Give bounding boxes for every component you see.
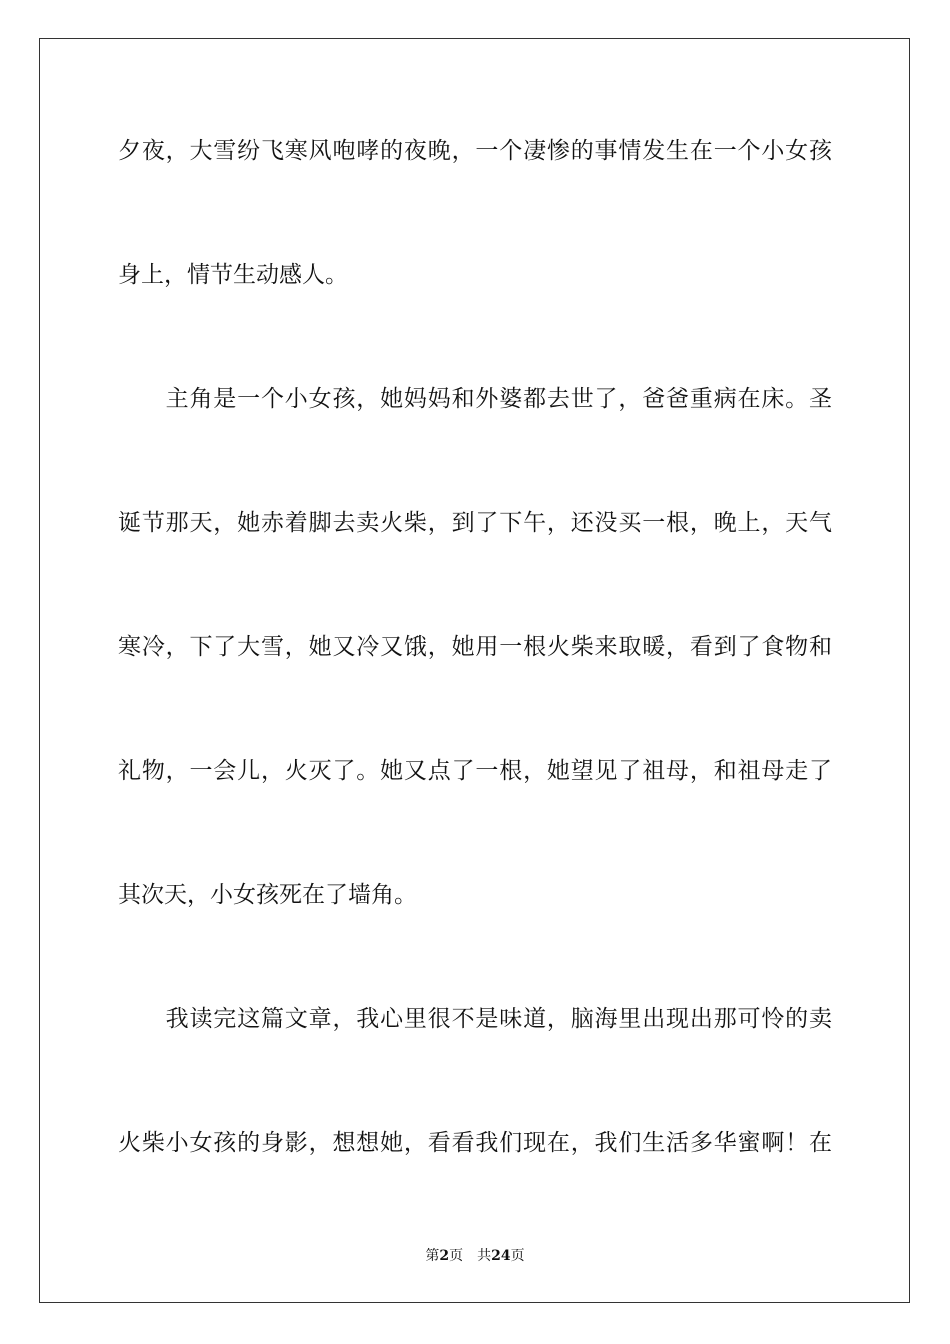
footer-page-number: 2: [439, 1248, 450, 1264]
footer-total-prefix: 共: [477, 1248, 492, 1264]
text-line-8: 我读完这篇文章，我心里很不是味道，脑海里出现出那可怜的卖: [118, 1006, 832, 1032]
text-line-2: 身上，情节生动感人。: [118, 262, 348, 288]
footer-page-prefix: 第: [425, 1248, 440, 1264]
text-line-1: 夕夜，大雪纷飞寒风咆哮的夜晚，一个凄惨的事情发生在一个小女孩: [118, 138, 832, 164]
footer-total-pages: 24: [491, 1248, 511, 1264]
text-line-6: 礼物，一会儿，火灭了。她又点了一根，她望见了祖母，和祖母走了: [118, 758, 832, 784]
page-border: [39, 38, 910, 1303]
text-line-9: 火柴小女孩的身影，想想她，看看我们现在，我们生活多华蜜啊！在: [118, 1130, 832, 1156]
footer-total-suffix: 页: [510, 1248, 525, 1264]
text-line-3: 主角是一个小女孩，她妈妈和外婆都去世了，爸爸重病在床。圣: [118, 386, 832, 412]
text-line-4: 诞节那天，她赤着脚去卖火柴，到了下午，还没买一根，晚上，天气: [118, 510, 832, 536]
text-line-5: 寒冷，下了大雪，她又冷又饿，她用一根火柴来取暖，看到了食物和: [118, 634, 832, 660]
page-footer: [0, 1247, 950, 1265]
text-line-7: 其次天，小女孩死在了墙角。: [118, 882, 417, 908]
footer-page-suffix: 页: [449, 1248, 464, 1264]
